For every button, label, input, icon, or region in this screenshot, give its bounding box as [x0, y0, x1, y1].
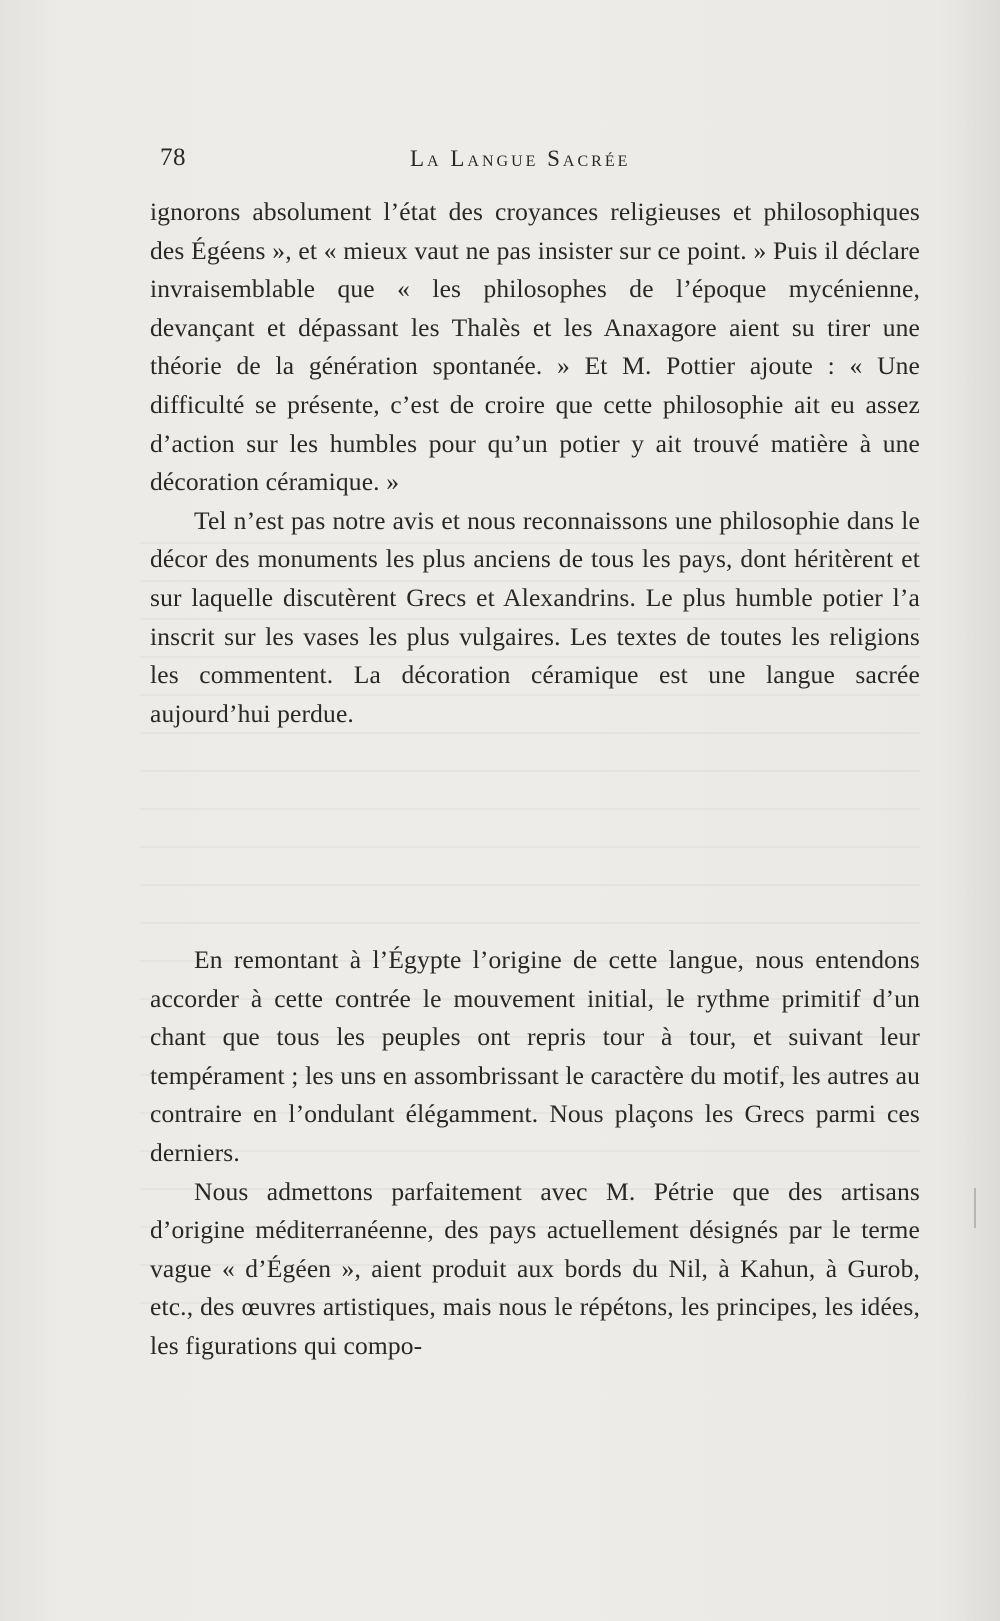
running-title: La Langue Sacrée: [410, 146, 631, 171]
page-edge-mark: [974, 1188, 976, 1228]
page-number: 78: [160, 144, 186, 171]
paragraph: En remontant à l’Égypte l’origine de cette langue, nous entendons accorder à cette contrée le mouvement initial, le rythme primitif d’un chant que tous les peuples ont repris tour à tour, et suivant leur tempérament ; les uns en assombrissant le caractère du motif, les autres au contraire en l’ondulant élégamment. Nous plaçons les Grecs parmi ces derniers.: [150, 945, 920, 1167]
text-block-upper: [150, 193, 920, 733]
paragraph: Nous admettons parfaitement avec M. Pétrie que des artisans d’origine méditerranéenne, des pays actuellement désignés par le terme vague « d’Égéen », aient produit aux bords du Nil, à Kahun, à Gurob, etc., des œuvres artistiques, mais nous le répétons, les principes, les idées, les figurations qui compo-: [150, 1176, 920, 1360]
paragraph: Tel n’est pas notre avis et nous reconnaissons une philosophie dans le décor des monuments les plus anciens de tous les pays, dont héritèrent et sur laquelle discutèrent Grecs et Alexandrins. Le plus humble potier l’a inscrit sur les vases les plus vulgaires. Les textes de toutes les religions les commentent. La décoration céramique est une langue sacrée aujourd’hui perdue.: [150, 505, 920, 728]
text-block-lower: [150, 941, 920, 1366]
paragraph-continuation: ignorons absolument l’état des croyances religieuses et philosophiques des Égéens », et « mieux vaut ne pas insister sur ce point. » Puis il déclare invraisemblable que « les philosophes de l’époque mycénienne, devançant et dépassant les Thalès et les Anaxagore aient su tirer une théorie de la génération spontanée. » Et M. Pottier ajoute : « Une difficulté se présente, c’est de croire que cette philosophie ait eu assez d’action sur les humbles pour qu’un potier y ait trouvé matière à une décoration céramique. »: [150, 197, 920, 497]
page-header: [160, 144, 900, 184]
